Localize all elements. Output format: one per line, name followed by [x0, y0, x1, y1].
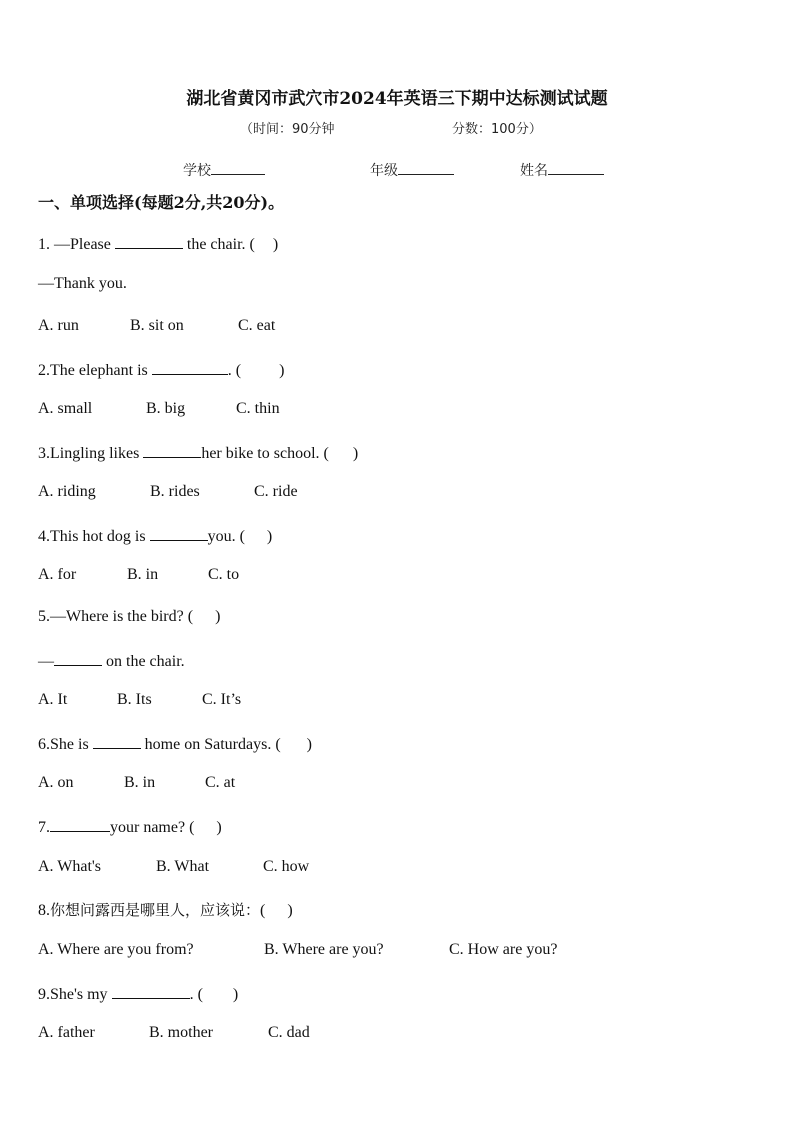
- question-7-option-c[interactable]: C. how: [263, 858, 310, 875]
- question-8: [38, 899, 293, 920]
- question-7-blank[interactable]: [50, 816, 110, 832]
- question-9-paren-close: ): [232, 986, 239, 1003]
- question-1-response: —Thank you.: [38, 275, 127, 292]
- question-1-paren-close: ): [272, 236, 279, 253]
- grade-blank[interactable]: [398, 160, 454, 175]
- question-6-text-post: home on Saturdays. (: [140, 736, 281, 753]
- grade-label: 年级: [370, 163, 398, 179]
- question-8-paren-close: ): [287, 902, 293, 919]
- question-5-paren-close: ): [215, 608, 221, 625]
- question-1-blank[interactable]: [115, 233, 183, 249]
- question-6-text-pre: 6.She is: [38, 736, 93, 753]
- exam-title: 湖北省黄冈市武穴市2024年英语三下期中达标测试试题: [186, 89, 608, 109]
- question-6: [38, 733, 312, 754]
- question-2-option-b[interactable]: B. big: [146, 400, 186, 417]
- school-blank[interactable]: [211, 160, 265, 175]
- question-5-option-c[interactable]: C. It’s: [202, 691, 242, 708]
- question-4-option-c[interactable]: C. to: [208, 566, 240, 583]
- question-4: [38, 525, 272, 546]
- question-3-option-c[interactable]: C. ride: [254, 483, 298, 500]
- question-2-option-a[interactable]: A. small: [38, 400, 93, 417]
- question-2: [38, 359, 284, 380]
- question-6-option-b[interactable]: B. in: [124, 774, 156, 791]
- question-8-number: 8.: [38, 902, 50, 919]
- question-7-option-a[interactable]: A. What's: [38, 858, 102, 875]
- question-3-text-pre: 3.Lingling likes: [38, 445, 144, 462]
- question-6-blank[interactable]: [93, 733, 141, 749]
- question-7-text-pre: 7.: [38, 819, 50, 836]
- question-3-text-post: her bike to school. (: [201, 445, 329, 462]
- question-7-option-b[interactable]: B. What: [156, 858, 210, 875]
- question-1-text-pre: 1. —Please: [38, 236, 115, 253]
- question-3: [38, 442, 358, 463]
- section-heading: 一、单项选择(每题2分,共20分)。: [38, 193, 285, 212]
- question-2-text-post: . (: [227, 362, 242, 379]
- question-2-blank[interactable]: [152, 359, 228, 375]
- question-9-option-b[interactable]: B. mother: [149, 1024, 213, 1041]
- question-9-option-c[interactable]: C. dad: [268, 1024, 310, 1041]
- question-5-option-a[interactable]: A. It: [38, 691, 68, 708]
- school-label: 学校: [183, 163, 211, 179]
- question-2-text-pre: 2.The elephant is: [38, 362, 152, 379]
- question-3-blank[interactable]: [143, 442, 201, 458]
- question-1: [38, 233, 278, 254]
- question-5-text: 5.—Where is the bird? (: [38, 608, 194, 625]
- question-4-blank[interactable]: [150, 525, 208, 541]
- question-5: [38, 608, 220, 626]
- question-5-option-b[interactable]: B. Its: [117, 691, 152, 708]
- question-3-option-a[interactable]: A. riding: [38, 483, 96, 500]
- question-1-option-a[interactable]: A. run: [38, 317, 79, 334]
- question-7: [38, 816, 222, 837]
- question-2-paren-close: ): [279, 362, 285, 379]
- question-7-paren-close: ): [216, 819, 222, 836]
- question-3-option-b[interactable]: B. rides: [150, 483, 200, 500]
- question-1-text-post: the chair. (: [182, 236, 255, 253]
- question-4-paren-close: ): [266, 528, 273, 545]
- question-7-text-post: your name? (: [110, 819, 195, 836]
- question-6-paren-close: ): [306, 736, 312, 753]
- school-field: [183, 160, 265, 180]
- question-9: [38, 983, 238, 1004]
- question-8-text: 你想问露西是哪里人，应该说：: [50, 901, 261, 919]
- question-4-option-a[interactable]: A. for: [38, 566, 77, 583]
- question-8-option-b[interactable]: B. Where are you?: [264, 941, 384, 958]
- question-5-response-post: on the chair.: [102, 653, 185, 670]
- exam-time: （时间：90分钟: [240, 122, 335, 137]
- question-5-blank[interactable]: [54, 650, 102, 666]
- question-5-response-dash: —: [38, 653, 54, 670]
- question-5-response: [38, 650, 185, 671]
- question-8-option-a[interactable]: A. Where are you from?: [38, 941, 194, 958]
- question-1-option-c[interactable]: C. eat: [238, 317, 276, 334]
- question-4-option-b[interactable]: B. in: [127, 566, 159, 583]
- exam-score: 分数：100分）: [452, 122, 542, 137]
- question-8-paren-open: (: [260, 902, 266, 919]
- name-blank[interactable]: [548, 160, 604, 175]
- name-field: [520, 160, 604, 180]
- question-4-text-post: you. (: [207, 528, 245, 545]
- question-1-option-b[interactable]: B. sit on: [130, 317, 184, 334]
- question-9-text-post: . (: [189, 986, 203, 1003]
- name-label: 姓名: [520, 163, 548, 179]
- question-6-option-c[interactable]: C. at: [205, 774, 236, 791]
- question-2-option-c[interactable]: C. thin: [236, 400, 280, 417]
- question-4-text-pre: 4.This hot dog is: [38, 528, 150, 545]
- question-9-blank[interactable]: [112, 983, 190, 999]
- grade-field: [370, 160, 454, 180]
- question-9-option-a[interactable]: A. father: [38, 1024, 95, 1041]
- question-6-option-a[interactable]: A. on: [38, 774, 74, 791]
- question-3-paren-close: ): [352, 445, 359, 462]
- question-8-option-c[interactable]: C. How are you?: [449, 941, 558, 958]
- question-9-text-pre: 9.She's my: [38, 986, 112, 1003]
